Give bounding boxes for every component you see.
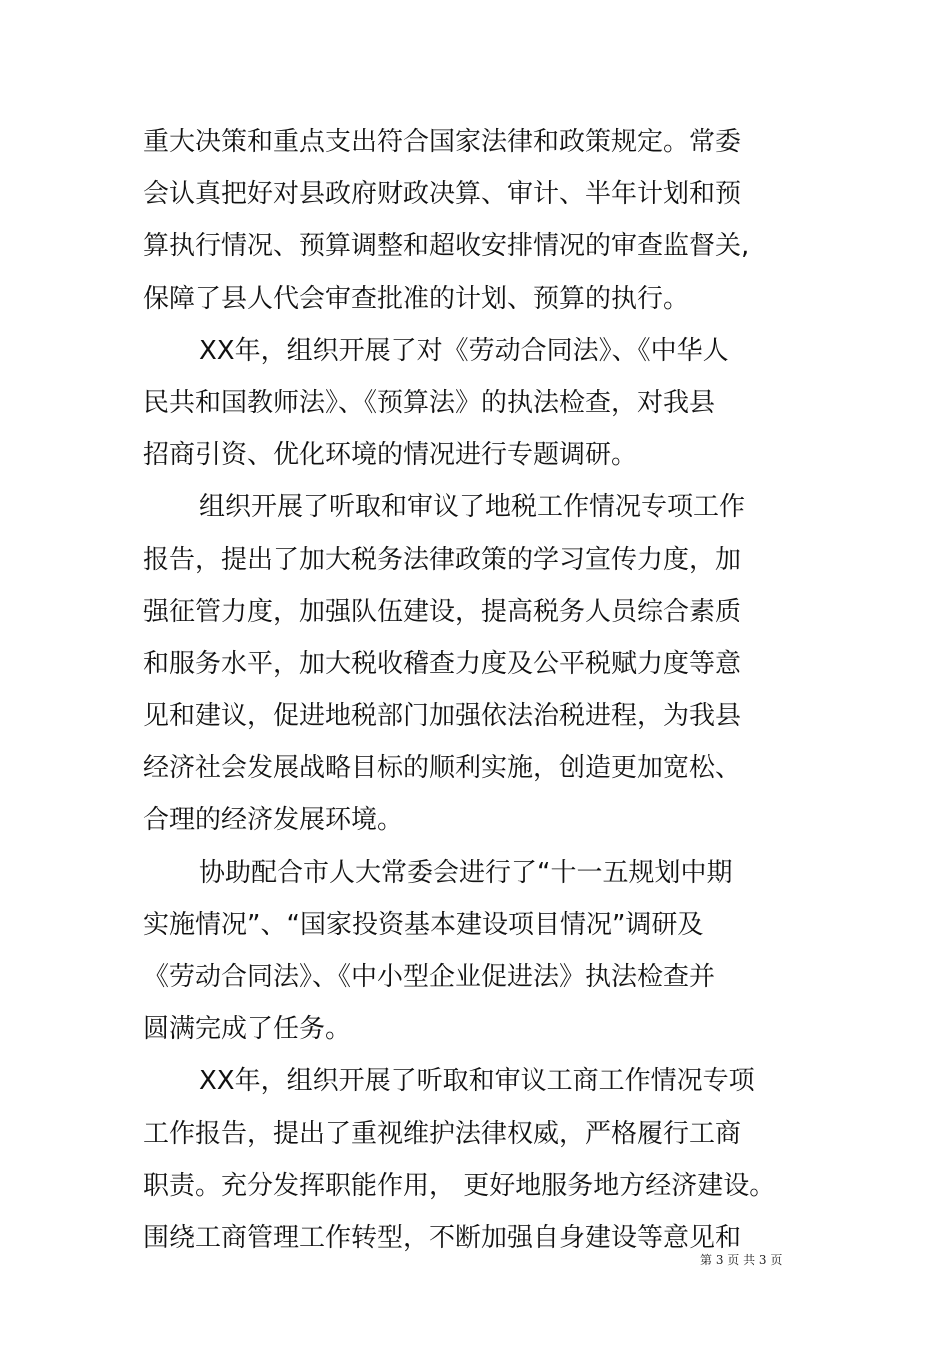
text-line: 圆满完成了任务。: [143, 1014, 352, 1045]
text-line: 会认真把好对县政府财政决算、审计、半年计划和预: [143, 179, 742, 210]
text-line: 工作报告，提出了重视维护法律权威，严格履行工商: [143, 1118, 742, 1149]
text-line: 算执行情况、预算调整和超收安排情况的审查监督关,: [143, 231, 750, 262]
text-line: 职责。充分发挥职能作用， 更好地服务地方经济建设。: [143, 1170, 776, 1201]
text-line: 经济社会发展战略目标的顺利实施，创造更加宽松、: [143, 753, 742, 784]
paragraph-start-line: 协助配合市人大常委会进行了“十一五规划中期: [199, 857, 733, 888]
text-line: 重大决策和重点支出符合国家法律和政策规定。常委: [143, 127, 742, 157]
text-line: 《劳动合同法》、《中小型企业促进法》执法检查并: [143, 962, 716, 992]
text-line: 报告，提出了加大税务法律政策的学习宣传力度，加: [143, 544, 742, 575]
text-line: 强征管力度，加强队伍建设，提高税务人员综合素质: [143, 596, 742, 627]
page-number: 第 3 页 共 3 页: [700, 1253, 783, 1267]
text-line: 招商引资、优化环境的情况进行专题调研。: [143, 440, 638, 471]
text-line: 实施情况”、“国家投资基本建设项目情况”调研及: [143, 909, 704, 940]
text-line: 围绕工商管理工作转型，不断加强自身建设等意见和: [143, 1222, 742, 1253]
text-line: 见和建议，促进地税部门加强依法治税进程，为我县: [143, 701, 742, 732]
paragraph-start-line: 组织开展了听取和审议了地税工作情况专项工作: [199, 492, 746, 523]
text-line: 和服务水平，加大税收稽查力度及公平税赋力度等意: [143, 648, 742, 679]
paragraph-start-line: XX年，组织开展了对《劳动合同法》、《中华人: [199, 335, 729, 366]
paragraph-start-line: XX年，组织开展了听取和审议工商工作情况专项: [199, 1066, 755, 1097]
text-line: 保障了县人代会审查批准的计划、预算的执行。: [143, 283, 690, 314]
body-text: [143, 116, 803, 1264]
text-line: 合理的经济发展环境。: [143, 805, 404, 836]
text-line: 民共和国教师法》、《预算法》的执法检查，对我县: [143, 387, 716, 418]
